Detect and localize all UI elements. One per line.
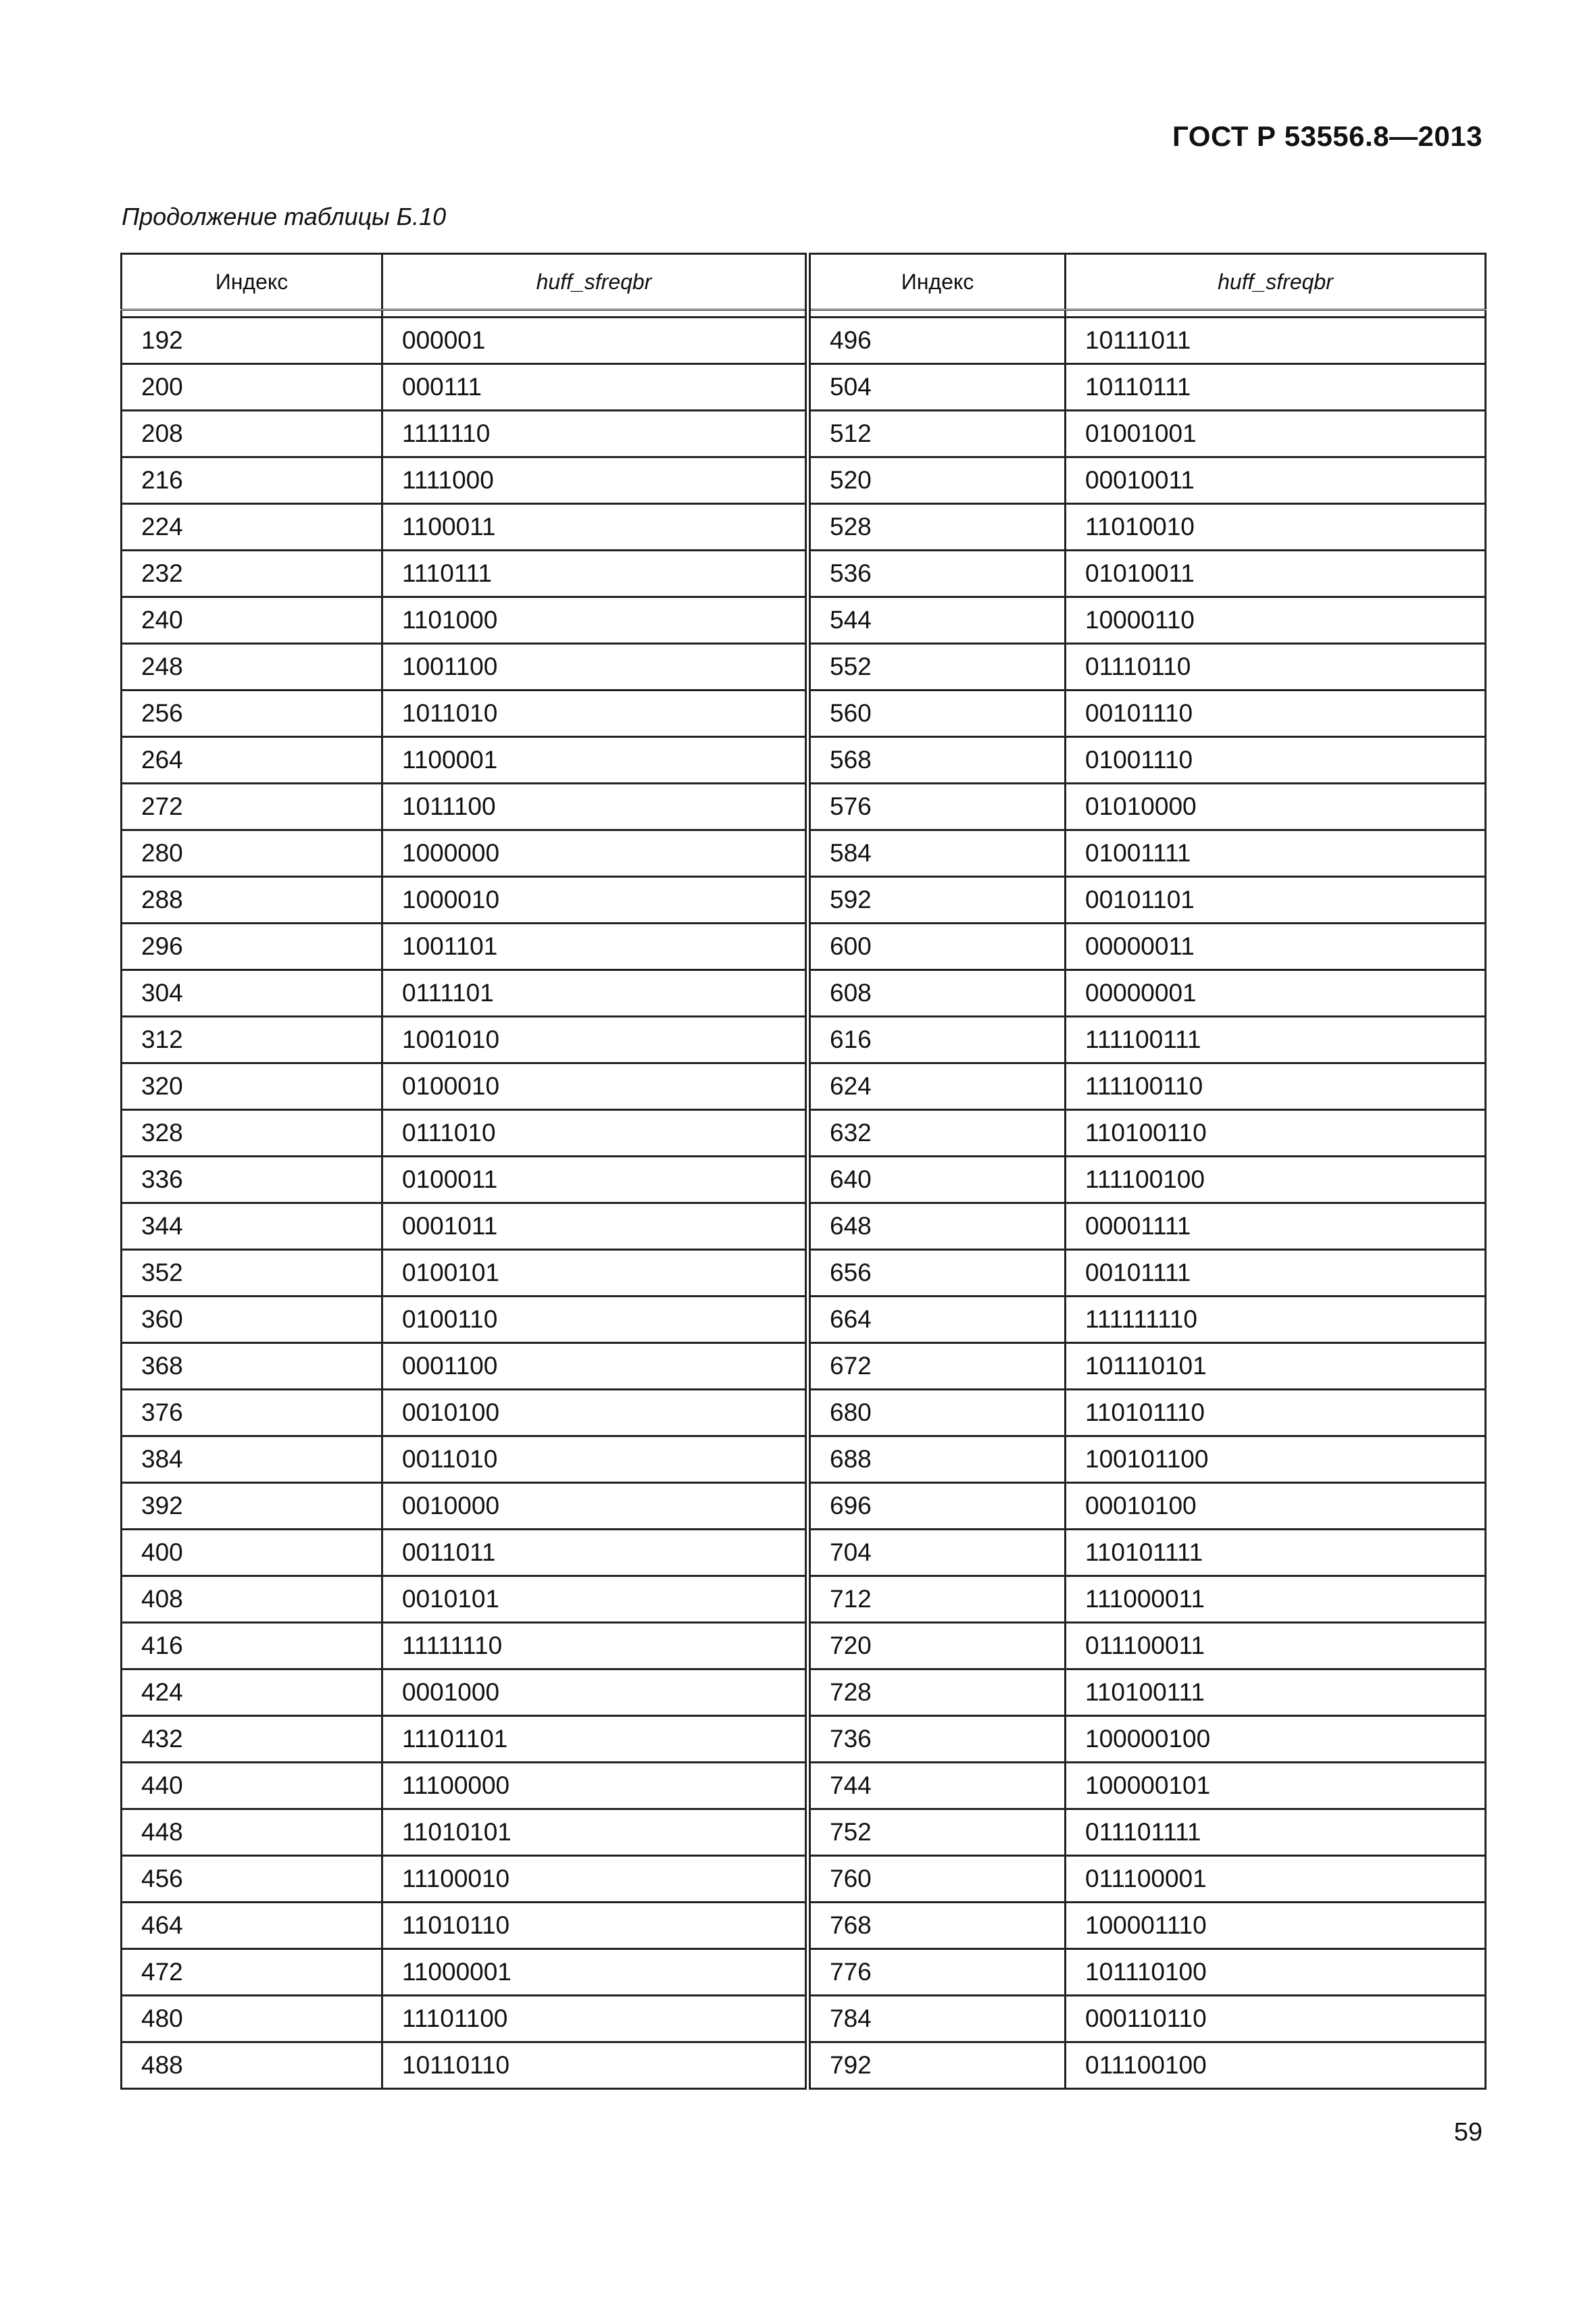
index-right-cell: 712 — [808, 1576, 1066, 1623]
table-row — [122, 1623, 1486, 1669]
table-row — [122, 597, 1486, 644]
index-right-cell: 592 — [808, 877, 1066, 924]
index-right-cell: 608 — [808, 970, 1066, 1017]
index-left-cell: 432 — [122, 1716, 382, 1763]
index-left-cell: 296 — [122, 924, 382, 970]
index-right-cell: 600 — [808, 924, 1066, 970]
code-left-cell: 0001000 — [382, 1669, 808, 1716]
index-left-cell: 376 — [122, 1390, 382, 1436]
index-right-cell: 576 — [808, 784, 1066, 830]
code-right-cell: 00101110 — [1066, 690, 1486, 737]
code-left-cell: 0100101 — [382, 1250, 808, 1297]
code-right-cell: 110100111 — [1066, 1669, 1486, 1716]
index-right-cell: 704 — [808, 1530, 1066, 1576]
index-right-cell: 752 — [808, 1809, 1066, 1856]
code-left-cell: 0011011 — [382, 1530, 808, 1576]
code-right-cell: 100000101 — [1066, 1763, 1486, 1809]
index-left-cell: 360 — [122, 1297, 382, 1343]
index-left-cell: 216 — [122, 457, 382, 504]
index-left-cell: 400 — [122, 1530, 382, 1576]
index-right-cell: 776 — [808, 1949, 1066, 1996]
index-right-cell: 640 — [808, 1157, 1066, 1203]
index-left-cell: 448 — [122, 1809, 382, 1856]
index-right-cell: 672 — [808, 1343, 1066, 1390]
index-left-cell: 288 — [122, 877, 382, 924]
code-right-cell: 00010100 — [1066, 1483, 1486, 1530]
index-right-cell: 536 — [808, 551, 1066, 597]
table-row — [122, 1716, 1486, 1763]
index-left-cell: 416 — [122, 1623, 382, 1669]
table-row — [122, 551, 1486, 597]
index-right-cell: 632 — [808, 1110, 1066, 1157]
code-left-cell: 000001 — [382, 318, 808, 364]
index-right-cell: 584 — [808, 830, 1066, 877]
code-right-cell: 00101101 — [1066, 877, 1486, 924]
code-left-cell: 0100011 — [382, 1157, 808, 1203]
index-left-cell: 352 — [122, 1250, 382, 1297]
code-right-cell: 01001001 — [1066, 411, 1486, 457]
index-left-cell: 304 — [122, 970, 382, 1017]
code-left-cell: 11101101 — [382, 1716, 808, 1763]
code-right-cell: 01001111 — [1066, 830, 1486, 877]
code-right-cell: 01110110 — [1066, 644, 1486, 690]
index-left-cell: 368 — [122, 1343, 382, 1390]
table-row — [122, 784, 1486, 830]
index-left-cell: 232 — [122, 551, 382, 597]
table-row — [122, 1483, 1486, 1530]
index-left-cell: 424 — [122, 1669, 382, 1716]
table-row — [122, 1436, 1486, 1483]
spacer-cell — [382, 310, 808, 318]
index-left-cell: 256 — [122, 690, 382, 737]
index-left-cell: 408 — [122, 1576, 382, 1623]
index-right-cell: 728 — [808, 1669, 1066, 1716]
code-left-cell: 1000010 — [382, 877, 808, 924]
code-right-cell: 01001110 — [1066, 737, 1486, 784]
table-row — [122, 1203, 1486, 1250]
table-row — [122, 1903, 1486, 1949]
code-right-cell: 101110101 — [1066, 1343, 1486, 1390]
index-right-cell: 512 — [808, 411, 1066, 457]
code-right-cell: 110101111 — [1066, 1530, 1486, 1576]
code-left-cell: 1011010 — [382, 690, 808, 737]
code-left-cell: 000111 — [382, 364, 808, 411]
table-row — [122, 457, 1486, 504]
code-right-cell: 01010000 — [1066, 784, 1486, 830]
index-left-cell: 328 — [122, 1110, 382, 1157]
table-row — [122, 690, 1486, 737]
code-right-cell: 111100110 — [1066, 1063, 1486, 1110]
index-left-cell: 312 — [122, 1017, 382, 1063]
table-row — [122, 2042, 1486, 2089]
code-right-cell: 100001110 — [1066, 1903, 1486, 1949]
index-left-cell: 392 — [122, 1483, 382, 1530]
table-row — [122, 924, 1486, 970]
index-left-cell: 280 — [122, 830, 382, 877]
table-row — [122, 411, 1486, 457]
code-right-cell: 11010010 — [1066, 504, 1486, 551]
index-right-cell: 648 — [808, 1203, 1066, 1250]
index-right-cell: 696 — [808, 1483, 1066, 1530]
index-left-cell: 384 — [122, 1436, 382, 1483]
code-left-cell: 1111110 — [382, 411, 808, 457]
index-right-cell: 736 — [808, 1716, 1066, 1763]
page-number: 59 — [1453, 2118, 1482, 2146]
index-right-cell: 568 — [808, 737, 1066, 784]
index-right-cell: 560 — [808, 690, 1066, 737]
index-left-cell: 248 — [122, 644, 382, 690]
code-table-container — [120, 253, 1485, 2090]
column-header-index-left: Индекс — [122, 254, 382, 310]
code-right-cell: 111100100 — [1066, 1157, 1486, 1203]
table-row — [122, 1017, 1486, 1063]
column-header-index-right: Индекс — [808, 254, 1066, 310]
code-left-cell: 0100110 — [382, 1297, 808, 1343]
index-right-cell: 720 — [808, 1623, 1066, 1669]
code-right-cell: 00101111 — [1066, 1250, 1486, 1297]
index-right-cell: 688 — [808, 1436, 1066, 1483]
index-right-cell: 656 — [808, 1250, 1066, 1297]
code-right-cell: 10000110 — [1066, 597, 1486, 644]
code-left-cell: 11010110 — [382, 1903, 808, 1949]
table-row — [122, 970, 1486, 1017]
code-right-cell: 100000100 — [1066, 1716, 1486, 1763]
table-row — [122, 1250, 1486, 1297]
code-left-cell: 0010100 — [382, 1390, 808, 1436]
index-right-cell: 784 — [808, 1996, 1066, 2042]
code-right-cell: 01010011 — [1066, 551, 1486, 597]
table-row — [122, 364, 1486, 411]
code-right-cell: 00001111 — [1066, 1203, 1486, 1250]
table-row — [122, 318, 1486, 364]
code-right-cell: 011101111 — [1066, 1809, 1486, 1856]
table-row — [122, 1949, 1486, 1996]
table-row — [122, 1576, 1486, 1623]
code-left-cell: 0111010 — [382, 1110, 808, 1157]
code-left-cell: 11100000 — [382, 1763, 808, 1809]
code-right-cell: 111111110 — [1066, 1297, 1486, 1343]
code-right-cell: 00000011 — [1066, 924, 1486, 970]
code-left-cell: 0001100 — [382, 1343, 808, 1390]
code-left-cell: 1110111 — [382, 551, 808, 597]
code-right-cell: 011100011 — [1066, 1623, 1486, 1669]
spacer-cell — [808, 310, 1066, 318]
table-row — [122, 1063, 1486, 1110]
code-left-cell: 1101000 — [382, 597, 808, 644]
code-left-cell: 1100001 — [382, 737, 808, 784]
table-row — [122, 1996, 1486, 2042]
code-left-cell: 11101100 — [382, 1996, 808, 2042]
index-left-cell: 208 — [122, 411, 382, 457]
index-left-cell: 464 — [122, 1903, 382, 1949]
table-row — [122, 644, 1486, 690]
index-left-cell: 480 — [122, 1996, 382, 2042]
code-right-cell: 10110111 — [1066, 364, 1486, 411]
code-left-cell: 10110110 — [382, 2042, 808, 2089]
code-table — [120, 253, 1487, 2090]
index-left-cell: 240 — [122, 597, 382, 644]
table-row — [122, 504, 1486, 551]
index-right-cell: 760 — [808, 1856, 1066, 1903]
code-right-cell: 111100111 — [1066, 1017, 1486, 1063]
table-header-row — [122, 254, 1486, 310]
spacer-cell — [1066, 310, 1486, 318]
code-left-cell: 0111101 — [382, 970, 808, 1017]
table-row — [122, 1343, 1486, 1390]
code-right-cell: 00010011 — [1066, 457, 1486, 504]
table-row — [122, 1809, 1486, 1856]
code-right-cell: 011100001 — [1066, 1856, 1486, 1903]
code-left-cell: 0010101 — [382, 1576, 808, 1623]
code-right-cell: 100101100 — [1066, 1436, 1486, 1483]
index-right-cell: 520 — [808, 457, 1066, 504]
code-left-cell: 11111110 — [382, 1623, 808, 1669]
spacer-cell — [122, 310, 382, 318]
table-row — [122, 737, 1486, 784]
code-right-cell: 110100110 — [1066, 1110, 1486, 1157]
table-row — [122, 830, 1486, 877]
index-right-cell: 504 — [808, 364, 1066, 411]
code-right-cell: 000110110 — [1066, 1996, 1486, 2042]
code-right-cell: 00000001 — [1066, 970, 1486, 1017]
index-left-cell: 200 — [122, 364, 382, 411]
table-row — [122, 1669, 1486, 1716]
table-row — [122, 1297, 1486, 1343]
header-spacer-row — [122, 310, 1486, 318]
document-code: ГОСТ Р 53556.8—2013 — [1172, 120, 1482, 152]
index-left-cell: 192 — [122, 318, 382, 364]
index-left-cell: 272 — [122, 784, 382, 830]
code-left-cell: 1001100 — [382, 644, 808, 690]
table-row — [122, 1856, 1486, 1903]
table-row — [122, 1157, 1486, 1203]
index-right-cell: 624 — [808, 1063, 1066, 1110]
index-left-cell: 344 — [122, 1203, 382, 1250]
table-row — [122, 877, 1486, 924]
code-left-cell: 0100010 — [382, 1063, 808, 1110]
column-header-code-right: huff_sfreqbr — [1066, 254, 1486, 310]
table-row — [122, 1110, 1486, 1157]
index-left-cell: 440 — [122, 1763, 382, 1809]
code-left-cell: 1011100 — [382, 784, 808, 830]
index-right-cell: 616 — [808, 1017, 1066, 1063]
code-right-cell: 110101110 — [1066, 1390, 1486, 1436]
index-left-cell: 320 — [122, 1063, 382, 1110]
code-left-cell: 0001011 — [382, 1203, 808, 1250]
index-left-cell: 472 — [122, 1949, 382, 1996]
code-left-cell: 11000001 — [382, 1949, 808, 1996]
index-right-cell: 552 — [808, 644, 1066, 690]
table-row — [122, 1530, 1486, 1576]
index-right-cell: 544 — [808, 597, 1066, 644]
index-right-cell: 792 — [808, 2042, 1066, 2089]
code-left-cell: 0011010 — [382, 1436, 808, 1483]
index-right-cell: 744 — [808, 1763, 1066, 1809]
table-body — [122, 310, 1486, 2089]
code-left-cell: 1001010 — [382, 1017, 808, 1063]
code-left-cell: 1100011 — [382, 504, 808, 551]
index-left-cell: 264 — [122, 737, 382, 784]
index-right-cell: 528 — [808, 504, 1066, 551]
index-left-cell: 456 — [122, 1856, 382, 1903]
column-header-code-left: huff_sfreqbr — [382, 254, 808, 310]
code-left-cell: 1001101 — [382, 924, 808, 970]
table-caption: Продолжение таблицы Б.10 — [122, 203, 447, 230]
code-left-cell: 0010000 — [382, 1483, 808, 1530]
code-right-cell: 10111011 — [1066, 318, 1486, 364]
code-right-cell: 011100100 — [1066, 2042, 1486, 2089]
code-left-cell: 11010101 — [382, 1809, 808, 1856]
index-left-cell: 224 — [122, 504, 382, 551]
code-right-cell: 111000011 — [1066, 1576, 1486, 1623]
index-right-cell: 664 — [808, 1297, 1066, 1343]
index-left-cell: 336 — [122, 1157, 382, 1203]
index-right-cell: 496 — [808, 318, 1066, 364]
code-right-cell: 101110100 — [1066, 1949, 1486, 1996]
code-left-cell: 1111000 — [382, 457, 808, 504]
index-right-cell: 680 — [808, 1390, 1066, 1436]
index-left-cell: 488 — [122, 2042, 382, 2089]
code-left-cell: 1000000 — [382, 830, 808, 877]
code-left-cell: 11100010 — [382, 1856, 808, 1903]
table-row — [122, 1390, 1486, 1436]
index-right-cell: 768 — [808, 1903, 1066, 1949]
table-row — [122, 1763, 1486, 1809]
